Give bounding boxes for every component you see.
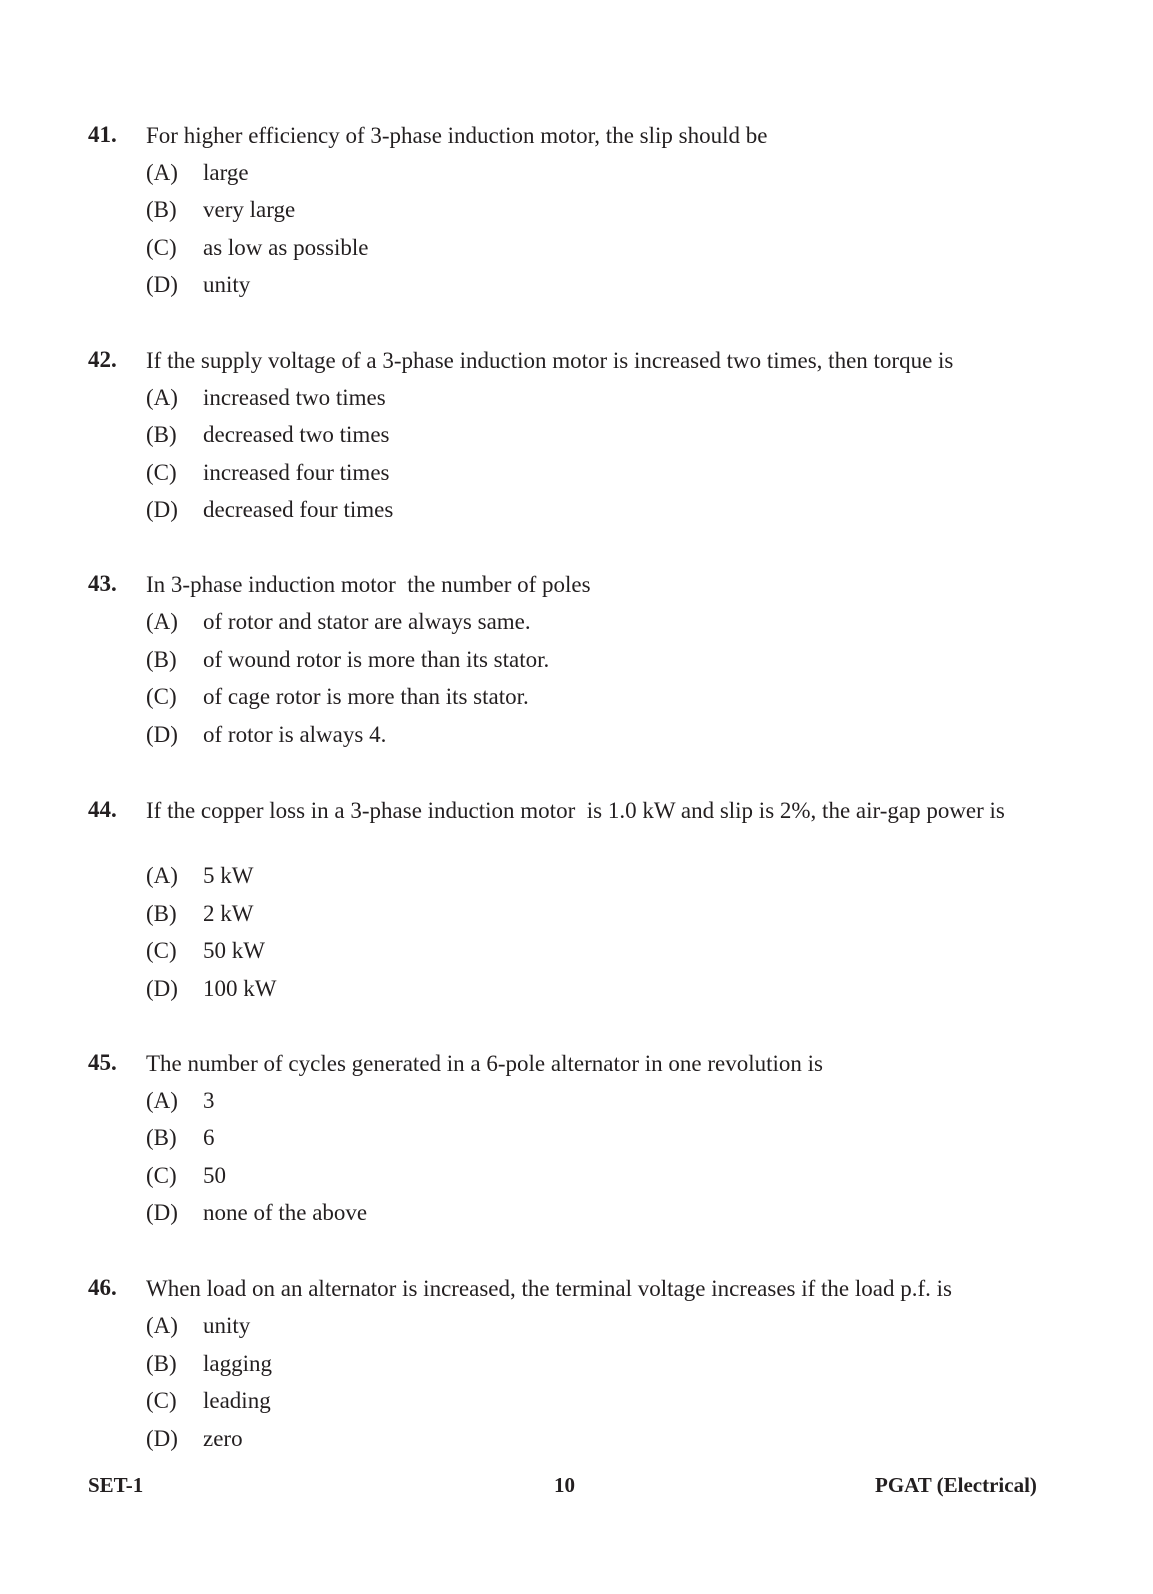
option-text: decreased four times (203, 497, 394, 522)
option-text: increased two times (203, 385, 386, 410)
option-text: as low as possible (203, 235, 369, 260)
option-c (146, 1163, 226, 1189)
option-letter: (B) (146, 1125, 177, 1150)
option-d (146, 272, 250, 298)
option-letter: (D) (146, 722, 178, 747)
option-text: large (203, 160, 249, 185)
option-text: 100 kW (203, 976, 277, 1001)
option-d (146, 1200, 367, 1226)
option-text: increased four times (203, 460, 390, 485)
option-b (146, 901, 253, 927)
option-text: of wound rotor is more than its stator. (203, 647, 550, 672)
option-text: 5 kW (203, 863, 254, 888)
question-text: When load on an alternator is increased, the terminal voltage increases if the load p.f. is (146, 1276, 952, 1301)
option-letter: (A) (146, 1088, 178, 1113)
option-letter: (C) (146, 684, 177, 709)
option-letter: (C) (146, 235, 177, 260)
question-text: If the supply voltage of a 3-phase induction motor is increased two times, then torque is (146, 348, 954, 373)
option-letter: (B) (146, 1351, 177, 1376)
option-letter: (C) (146, 1388, 177, 1413)
option-a (146, 609, 531, 635)
option-a (146, 1313, 250, 1339)
question-text: For higher efficiency of 3-phase induction motor, the slip should be (146, 123, 768, 148)
option-text: lagging (203, 1351, 272, 1376)
option-letter: (D) (146, 272, 178, 297)
footer-exam-title: PGAT (Electrical) (875, 1473, 1037, 1497)
question-text: In 3-phase induction motor the number of poles (146, 572, 591, 597)
question-number: 42. (88, 347, 117, 372)
option-letter: (D) (146, 976, 178, 1001)
option-letter: (A) (146, 609, 178, 634)
option-text: none of the above (203, 1200, 368, 1225)
option-text: 50 kW (203, 938, 265, 963)
option-text: decreased two times (203, 422, 390, 447)
option-letter: (A) (146, 863, 178, 888)
option-c (146, 235, 368, 261)
question-text: The number of cycles generated in a 6-pole alternator in one revolution is (146, 1051, 823, 1076)
option-a (146, 863, 253, 889)
question-number: 41. (88, 122, 117, 147)
option-b (146, 197, 295, 223)
option-b (146, 422, 389, 448)
option-letter: (A) (146, 160, 178, 185)
option-a (146, 160, 249, 186)
option-text: of rotor and stator are always same. (203, 609, 531, 634)
footer-set-label: SET-1 (88, 1473, 144, 1497)
option-letter: (D) (146, 1200, 178, 1225)
option-letter: (D) (146, 1426, 178, 1451)
option-b (146, 1125, 215, 1151)
option-text: 50 (203, 1163, 226, 1188)
option-b (146, 1351, 272, 1377)
option-text: unity (203, 272, 251, 297)
option-text: very large (203, 197, 296, 222)
option-c (146, 684, 529, 710)
question-number: 44. (88, 797, 117, 822)
option-letter: (C) (146, 460, 177, 485)
option-letter: (B) (146, 197, 177, 222)
question-number: 46. (88, 1275, 117, 1300)
option-letter: (D) (146, 497, 178, 522)
option-c (146, 1388, 271, 1414)
option-letter: (B) (146, 901, 177, 926)
option-text: leading (203, 1388, 271, 1413)
option-letter: (C) (146, 938, 177, 963)
option-text: unity (203, 1313, 251, 1338)
option-text: of cage rotor is more than its stator. (203, 684, 529, 709)
option-text: 6 (203, 1125, 215, 1150)
option-a (146, 385, 386, 411)
option-b (146, 647, 549, 673)
option-a (146, 1088, 215, 1114)
option-letter: (B) (146, 422, 177, 447)
question-number: 45. (88, 1050, 117, 1075)
footer-page-number: 10 (554, 1473, 575, 1497)
question-text: If the copper loss in a 3-phase induction motor is 1.0 kW and slip is 2%, the air-gap power is (146, 798, 1005, 823)
question-number: 43. (88, 571, 117, 596)
option-text: 2 kW (203, 901, 254, 926)
option-text: 3 (203, 1088, 215, 1113)
option-d (146, 722, 386, 748)
option-text: of rotor is always 4. (203, 722, 387, 747)
option-c (146, 938, 265, 964)
option-letter: (C) (146, 1163, 177, 1188)
option-d (146, 1426, 243, 1452)
option-letter: (A) (146, 385, 178, 410)
option-d (146, 497, 393, 523)
option-c (146, 460, 389, 486)
option-letter: (B) (146, 647, 177, 672)
option-d (146, 976, 276, 1002)
option-text: zero (203, 1426, 243, 1451)
option-letter: (A) (146, 1313, 178, 1338)
